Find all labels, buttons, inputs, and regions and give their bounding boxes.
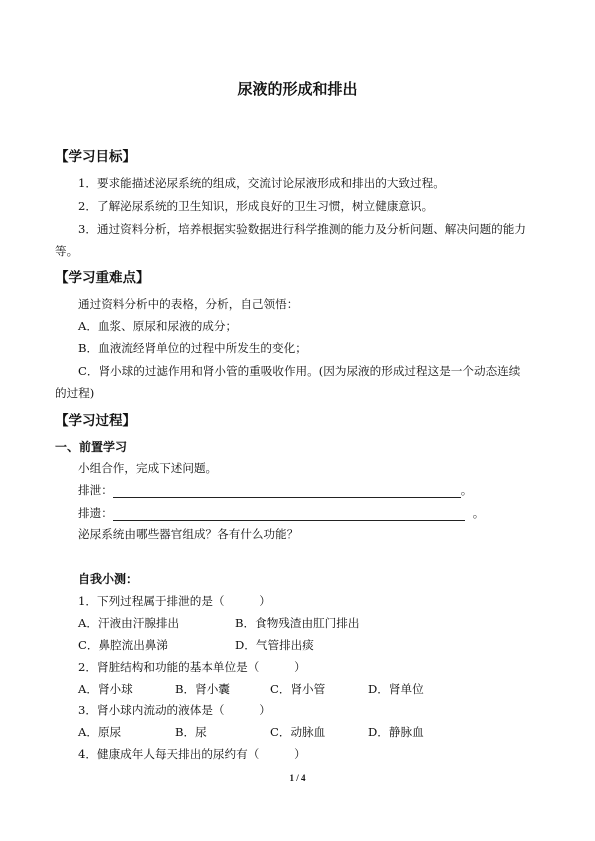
key-point-item: 的过程) [55,386,95,400]
egestion-blank[interactable] [113,508,465,521]
page-number: 1 / 4 [289,773,306,783]
q1-option-c: C．鼻腔流出鼻涕 [78,638,169,652]
q3-option-b: B．尿 [175,725,207,739]
part1-heading: 一、前置学习 [55,440,128,454]
key-points-intro: 通过资料分析中的表格，分析，自己领悟： [78,297,299,311]
question-2: 2．肾脏结构和功能的基本单位是（ ） [78,660,306,674]
excretion-label: 排泄： [78,483,113,497]
egestion-end: 。 [472,506,485,520]
q1-option-a: A．汗液由汗腺排出 [78,616,180,630]
q2-option-d: D．肾单位 [368,682,424,696]
q1-option-d: D．气管排出痰 [235,638,314,652]
q1-option-b: B．食物残渣由肛门排出 [235,616,360,630]
group-work-text: 小组合作，完成下述问题。 [78,461,218,475]
objective-item: 1．要求能描述泌尿系统的组成，交流讨论尿液形成和排出的大致过程。 [78,176,445,190]
q2-option-b: B．肾小囊 [175,682,230,696]
objective-item: 2．了解泌尿系统的卫生知识，形成良好的卫生习惯，树立健康意识。 [78,199,434,213]
excretion-end: 。 [460,483,473,497]
objective-item: 3．通过资料分析，培养根据实验数据进行科学推测的能力及分析问题、解决问题的能力 [78,222,526,236]
question-1: 1．下列过程属于排泄的是（ ） [78,594,271,608]
urinary-system-question: 泌尿系统由哪些器官组成？各有什么功能？ [78,527,299,541]
excretion-blank[interactable] [113,485,461,498]
q2-option-c: C．肾小管 [270,682,326,696]
q3-option-a: A．原尿 [78,725,122,739]
q3-option-c: C．动脉血 [270,725,326,739]
q3-option-d: D．静脉血 [368,725,424,739]
key-points-heading: 【学习重难点】 [55,270,150,286]
key-point-item: A．血浆、原尿和尿液的成分； [78,319,238,333]
key-point-item: B．血液流经肾单位的过程中所发生的变化； [78,341,307,355]
key-point-item: C．肾小球的过滤作用和肾小管的重吸收作用。(因为尿液的形成过程这是一个动态连续 [78,364,521,378]
excretion-line [78,482,472,498]
process-heading: 【学习过程】 [55,413,136,429]
egestion-line [78,505,484,521]
question-4: 4．健康成年人每天排出的尿约有（ ） [78,747,306,761]
objective-item: 等。 [55,244,79,258]
page-title: 尿液的形成和排出 [237,80,358,98]
question-3: 3．肾小球内流动的液体是（ ） [78,703,271,717]
q2-option-a: A．肾小球 [78,682,133,696]
egestion-label: 排遗： [78,506,113,520]
self-test-heading: 自我小测： [78,572,139,586]
objectives-heading: 【学习目标】 [55,149,136,165]
